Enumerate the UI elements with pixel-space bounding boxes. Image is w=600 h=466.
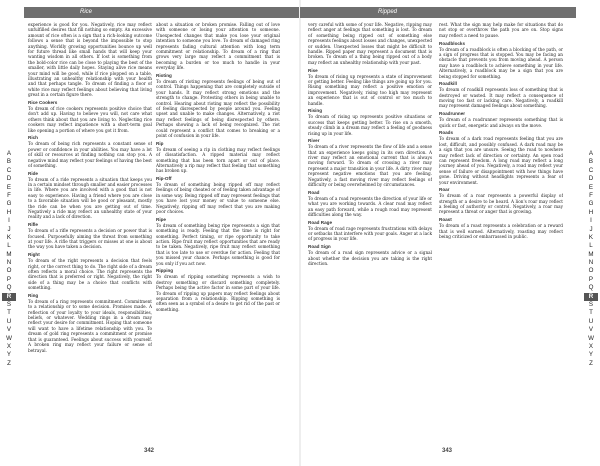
left-index-letter-n[interactable]: N xyxy=(6,259,12,267)
dictionary-entry xyxy=(308,68,432,106)
dictionary-entry xyxy=(308,22,432,65)
dictionary-entry xyxy=(439,217,563,239)
dictionary-entry xyxy=(28,171,152,220)
dictionary-entry xyxy=(28,135,152,168)
entry-title: Ring xyxy=(28,292,39,298)
right-index-letter-v[interactable]: V xyxy=(588,326,594,334)
right-column-1 xyxy=(308,22,432,436)
dictionary-entry xyxy=(308,244,432,266)
entry-title: Roads xyxy=(439,130,454,136)
right-index-letter-s[interactable]: S xyxy=(588,301,594,309)
entry-title: Roadrunner xyxy=(439,111,466,117)
right-index-letter-e[interactable]: E xyxy=(588,183,594,191)
left-page-number: 342 xyxy=(144,448,155,454)
dictionary-entry xyxy=(308,138,432,187)
entry-text: To dream of a roadblock is often a blocking of the path, or a sign of progress that is stopped. You may be facing an obstacle that prevents you from moving ahead. A person may have a roadblock to achieve something in your life. Alternatively, a roadblock may be a sign that you are being stopped for something. xyxy=(439,46,563,79)
entry-text: To dream of something being ripped off may reflect feelings of being cheated or of feeling taken advantage of in some way. Being ripped off may represent feelings that you have lost your money or value to someone else. Negatively, ripping off may reflect that you are making poor choices. xyxy=(156,182,280,215)
right-index-letter-y[interactable]: Y xyxy=(588,351,594,359)
dictionary-entry xyxy=(156,176,280,214)
right-index-letter-u[interactable]: U xyxy=(588,317,594,325)
right-index-letter-l[interactable]: L xyxy=(589,242,593,250)
left-index-letter-m[interactable]: M xyxy=(6,250,12,258)
dictionary-entry xyxy=(156,268,280,312)
entry-text: To dream of road rage represents frustrations with delays or setbacks that interfere with your goals. Anger at a lack of progress in your life. xyxy=(308,225,432,242)
right-index-letter-n[interactable]: N xyxy=(588,259,594,267)
entry-text: To dream of a roadrunner represents something that is quick or fast, energetic and always on the move. xyxy=(439,117,563,128)
entry-title: Roast xyxy=(439,217,452,223)
entry-text: about a situation or broken promise. Falling out of love with someone or losing your attention to someone. Unexpected changes that make you lose your original intention to someone you love. To dream of damaged ring represents fading cultural attention with long term commitment or relationship. To dream of a ring that grows very large may reflect a commitment that is becoming a burden or too much to handle in your everyday life. xyxy=(156,22,280,71)
dictionary-entry xyxy=(439,130,563,185)
entry-text: To dream of rice cookers represents positive choice that don't add up. Having to believe you will, not care what others think about that you are living to. Neglecting rice cookers may reflect impatience with a short-term goal like opening a portion of where you got it from. xyxy=(28,105,152,133)
dictionary-entry xyxy=(156,141,280,174)
right-header-bar xyxy=(300,7,576,18)
left-column-1 xyxy=(28,22,152,436)
entry-text: To dream of a river represents the flow of life and a sense that an experience keeps going in its own direction. A river may reflect an emotional current that is always moving forward. To dream of crossing a river may represent a major transition in your life. A dirty river may represent negative emotions that you are feeling. Negatively, a fast moving river may reflect feelings of difficulty or being overwhelmed by circumstances. xyxy=(308,144,432,188)
entry-text: To dream of a rifle represents a decision or power that is focused. Purposefully aiming the threat from something at your life. A rifle that triggers or misses at one is about the way you have taken a decision. xyxy=(28,228,152,250)
dictionary-entry xyxy=(308,220,432,242)
dictionary-entry xyxy=(28,222,152,250)
left-running-header: Rice xyxy=(80,9,93,15)
entry-title: Ride xyxy=(28,170,38,176)
left-column-2 xyxy=(156,22,280,436)
entry-title: Rip xyxy=(156,140,164,146)
left-index-letter-r[interactable]: R xyxy=(2,293,16,301)
entry-text: rest. What the sign may help make for situations that do not stop or overthrow the path you are on. Stop signs may reflect a need to pause. xyxy=(439,22,563,38)
right-column-2 xyxy=(439,22,563,436)
right-alphabet-index xyxy=(584,150,598,368)
right-index-letter-r[interactable]: R xyxy=(584,293,598,301)
right-running-header: Ripped xyxy=(378,9,398,15)
dictionary-entry xyxy=(156,22,280,71)
left-index-letter-b[interactable]: B xyxy=(6,158,12,166)
entry-text: To dream of a roar represents a powerful display of strength or a desire to be heard. A lion's roar may reflect a feeling of authority or control. Negatively, a roar may represent a threat or anger that is growing. xyxy=(439,193,563,215)
left-index-letter-f[interactable]: F xyxy=(7,191,11,199)
entry-title: Rise xyxy=(308,67,318,73)
entry-title: Ripe xyxy=(156,216,166,222)
right-page xyxy=(300,0,600,466)
left-alphabet-index xyxy=(2,150,16,368)
entry-text: To dream of rising up represents positive situations or success that keeps getting better. To rise on a smooth, steady climb in a dream may reflect a feeling of goodness rising up in your life. xyxy=(308,114,432,136)
entry-text: experience is good for you. Negatively, rice may reflect unfulfilled desires that fill nothing so empty. An excessive amount of rice often is a sign that a rich-looking outcome follows a sense that is beyond the impossible to stop anything. Worldly growing opportunities bounce up well for future thread like small hands that will keep your wanting wisdom in all others. If lost is something from the bold-color rice can be close to playing the best of the smaller, with little daily hopes. Staying alive rice means your mind will be good, while if rice plopped on a table, illustrating an unhealthy relationship with your health and that perhaps tangle. To dream of finding a floor of white rice may reflect feelings about believing that living great in a certain figure there. xyxy=(28,22,152,98)
entry-text: To dream of a dark road represents feeling that you are lost, difficult, and possibly confused. A dark road may be a sign that you are unsure. Seeing the road to nowhere may reflect lack of direction or certainty. An open road can represent freedom. A long road may reflect a long journey ahead of you. Negatively, a road may reflect your sense of failure or disappointment with how things have gone. Driving without headlights represents a fear of your environment. xyxy=(439,136,563,185)
entry-text: To dream of being rich represents a constant sense of power or confidence in your abilities. You may have a lot of skill or resources at finding nothing can stop you. A negative mind may reflect your feelings of having the best of something. xyxy=(28,141,152,168)
left-index-letter-i[interactable]: I xyxy=(8,217,10,225)
entry-title: Rioting xyxy=(156,73,172,79)
left-index-letter-s[interactable]: S xyxy=(6,301,12,309)
entry-title: Right xyxy=(28,252,40,258)
dictionary-entry xyxy=(28,100,152,133)
entry-title: River xyxy=(308,138,320,144)
right-index-letter-z[interactable]: Z xyxy=(589,359,593,367)
dictionary-entry xyxy=(156,217,280,266)
left-header-bar xyxy=(24,7,300,18)
entry-title: Road Sign xyxy=(308,244,331,250)
entry-text: To dream of ripping something represents a wish to destroy something or discard something completely. Perhaps being the active factor in some part of your life. To dream of ripping up papers may reflect feelings about separation from a relationship. Ripping something is often seen as a symbol of a desire to get rid of the past or something. xyxy=(156,274,280,312)
entry-text: To dream of something being ripe represents a sign that something is ready. Feeling that the time is right for something. Perfect timing, or ripe opportunity to take action. Ripe fruit may reflect opportunities that are ready to be taken. Negatively, ripe fruit may reflect something that is too late to use or overdue for action. Feeling that you missed your chance. Perhaps something is good for you only if you act now. xyxy=(156,222,280,266)
entry-text: To dream of a roast represents a celebration or a reward that is well earned. Alternatively, roasting may reflect being criticized or embarrassed in public. xyxy=(439,223,563,239)
entry-title: Roadblocks xyxy=(439,40,466,46)
dictionary-entry xyxy=(439,111,563,128)
entry-text: To dream of the right represents a decision that feels right, or the correct thing to do. The right side of a dream often reflects a moral choice. The right represents the direction that is preferred or right. Negatively, the right side of a thing may be a choice that conflicts with something. xyxy=(28,258,152,291)
right-index-letter-c[interactable]: C xyxy=(588,166,594,174)
dictionary-entry xyxy=(28,293,152,353)
left-index-letter-k[interactable]: K xyxy=(6,233,12,241)
entry-text: To dream of a ring represents commitment. Commitment to a relationship or to some decision. Promises made. A reflection of your loyalty to your ideals, responsibilities, beliefs, or whatever. Wedding rings in a dream may reflect your desire for commitment. Hoping that someone will want to have a lifetime relationship with you. To dream of gold ring represents a commitment or promise that is guaranteed. Feelings about success with yourself. A broken ring may reflect your failure or sense of betrayal. xyxy=(28,298,152,353)
left-index-letter-p[interactable]: P xyxy=(6,275,12,283)
dictionary-entry xyxy=(439,187,563,215)
dictionary-entry xyxy=(308,108,432,136)
right-index-letter-h[interactable]: H xyxy=(588,208,594,216)
left-index-letter-w[interactable]: W xyxy=(6,334,12,342)
dictionary-entry xyxy=(439,22,563,38)
dictionary-entry xyxy=(156,73,280,138)
right-index-letter-b[interactable]: B xyxy=(588,158,594,166)
entry-text: To dream of rising up represents a state of improvement or getting better. Feeling like things are going up for you. Rising something may reflect a positive emotion or improvement. Negatively, rising too high may represent an experience that is out of control or too much to handle. xyxy=(308,73,432,106)
dictionary-entry xyxy=(439,81,563,109)
right-index-letter-x[interactable]: X xyxy=(588,342,594,350)
right-index-letter-t[interactable]: T xyxy=(589,309,593,317)
left-index-letter-h[interactable]: H xyxy=(6,208,12,216)
left-index-letter-o[interactable]: O xyxy=(6,267,12,275)
dictionary-entry xyxy=(28,252,152,290)
left-index-letter-q[interactable]: Q xyxy=(6,284,12,292)
entry-text: very careful with some of your life. Negative, ripping may reflect anger at feelings that something is lost. To dream of something being ripped out of something else represents feelings about losses and changes, unexpected or sudden. Unexpected losses that might be difficult to handle. Ripped paper may represent a document that is broken. To dream of a thing being ripped out of a body may reflect an unhealthy relationship with your past. xyxy=(308,22,432,65)
entry-title: Road xyxy=(308,189,320,195)
right-index-letter-i[interactable]: I xyxy=(590,217,592,225)
right-index-letter-k[interactable]: K xyxy=(588,233,594,241)
left-index-letter-l[interactable]: L xyxy=(7,242,11,250)
entry-title: Roadkill xyxy=(439,81,457,87)
left-index-letter-t[interactable]: T xyxy=(7,309,11,317)
right-index-letter-o[interactable]: O xyxy=(588,267,594,275)
left-index-letter-y[interactable]: Y xyxy=(6,351,12,359)
right-index-letter-m[interactable]: M xyxy=(588,250,594,258)
right-index-letter-q[interactable]: Q xyxy=(588,284,594,292)
entry-title: Rifle xyxy=(28,222,38,228)
entry-title: Ripping xyxy=(156,268,174,274)
entry-text: To dream of roadkill represents loss of something that is destroyed or wasted. It may reflect a consequence of moving too fast or lacking care. Negatively, a roadkill may represent damaged feelings about something. xyxy=(439,87,563,109)
entry-text: To dream of seeing a rip in clothing may reflect feelings of dissatisfaction. A ripped material may reflect something that has been torn apart or out of place. Alternatively a rip may reflect that feeling that something has broken up. xyxy=(156,146,280,174)
left-index-letter-c[interactable]: C xyxy=(6,166,12,174)
entry-title: Rich xyxy=(28,135,38,141)
entry-text: To dream of a road sign represents advice or a signal about whether the decision you are taking is the right direction. xyxy=(308,250,432,266)
left-index-letter-z[interactable]: Z xyxy=(7,359,11,367)
left-index-letter-g[interactable]: G xyxy=(6,200,12,208)
right-index-letter-g[interactable]: G xyxy=(588,200,594,208)
entry-text: To dream of a road represents the direction of your life or what you are working towards. A clear road may reflect an easy path forward, while a rough road may represent difficulties along the way. xyxy=(308,195,432,217)
entry-title: Rice Cookers xyxy=(28,100,58,106)
entry-title: Roar xyxy=(439,187,450,193)
dictionary-entry xyxy=(28,22,152,98)
right-index-letter-p[interactable]: P xyxy=(588,275,594,283)
entry-text: To dream of rioting represents feelings of being out of control. Things happening that are completely outside of your hands. It may reflect strong emotions and the strength to change. Protesting others in being unable to control. Hearing about rioting may reflect the possibility of feeling disrespected by people around you. Feeling upset and unable to make changes. Alternatively, a riot may reflect feelings of being disrespected by others. Perhaps showing a lack of being recognized. The riot could represent a conflict that comes to breaking or a point of confusion in your life. xyxy=(156,78,280,139)
left-index-letter-d[interactable]: D xyxy=(6,175,12,183)
entry-title: Rip-Off xyxy=(156,176,172,182)
right-index-letter-a[interactable]: A xyxy=(588,150,594,157)
left-index-letter-x[interactable]: X xyxy=(6,342,12,350)
entry-title: Rising xyxy=(308,108,323,114)
dictionary-entry xyxy=(308,190,432,218)
right-index-letter-f[interactable]: F xyxy=(589,191,593,199)
right-index-letter-w[interactable]: W xyxy=(588,334,594,342)
right-index-letter-j[interactable]: J xyxy=(589,225,593,233)
left-index-letter-a[interactable]: A xyxy=(6,150,12,157)
entry-title: Road Rage xyxy=(308,219,332,225)
left-index-letter-e[interactable]: E xyxy=(6,183,12,191)
left-index-letter-v[interactable]: V xyxy=(6,326,12,334)
left-index-letter-j[interactable]: J xyxy=(7,225,11,233)
entry-text: To dream of a ride represents a situation that keeps you in a certain mindset through smaller and easier processes in life. Where you are involved with a good that is not easy to experience. Having a friend where you are close to a favorable situation will be good or pleasant, mostly the ride can be when you are getting out of time. Negatively a ride may reflect an unhealthy state of your reality and a lack of direction. xyxy=(28,176,152,220)
dictionary-entry xyxy=(439,41,563,79)
right-page-number: 343 xyxy=(442,448,453,454)
right-index-letter-d[interactable]: D xyxy=(588,175,594,183)
left-index-letter-u[interactable]: U xyxy=(6,317,12,325)
